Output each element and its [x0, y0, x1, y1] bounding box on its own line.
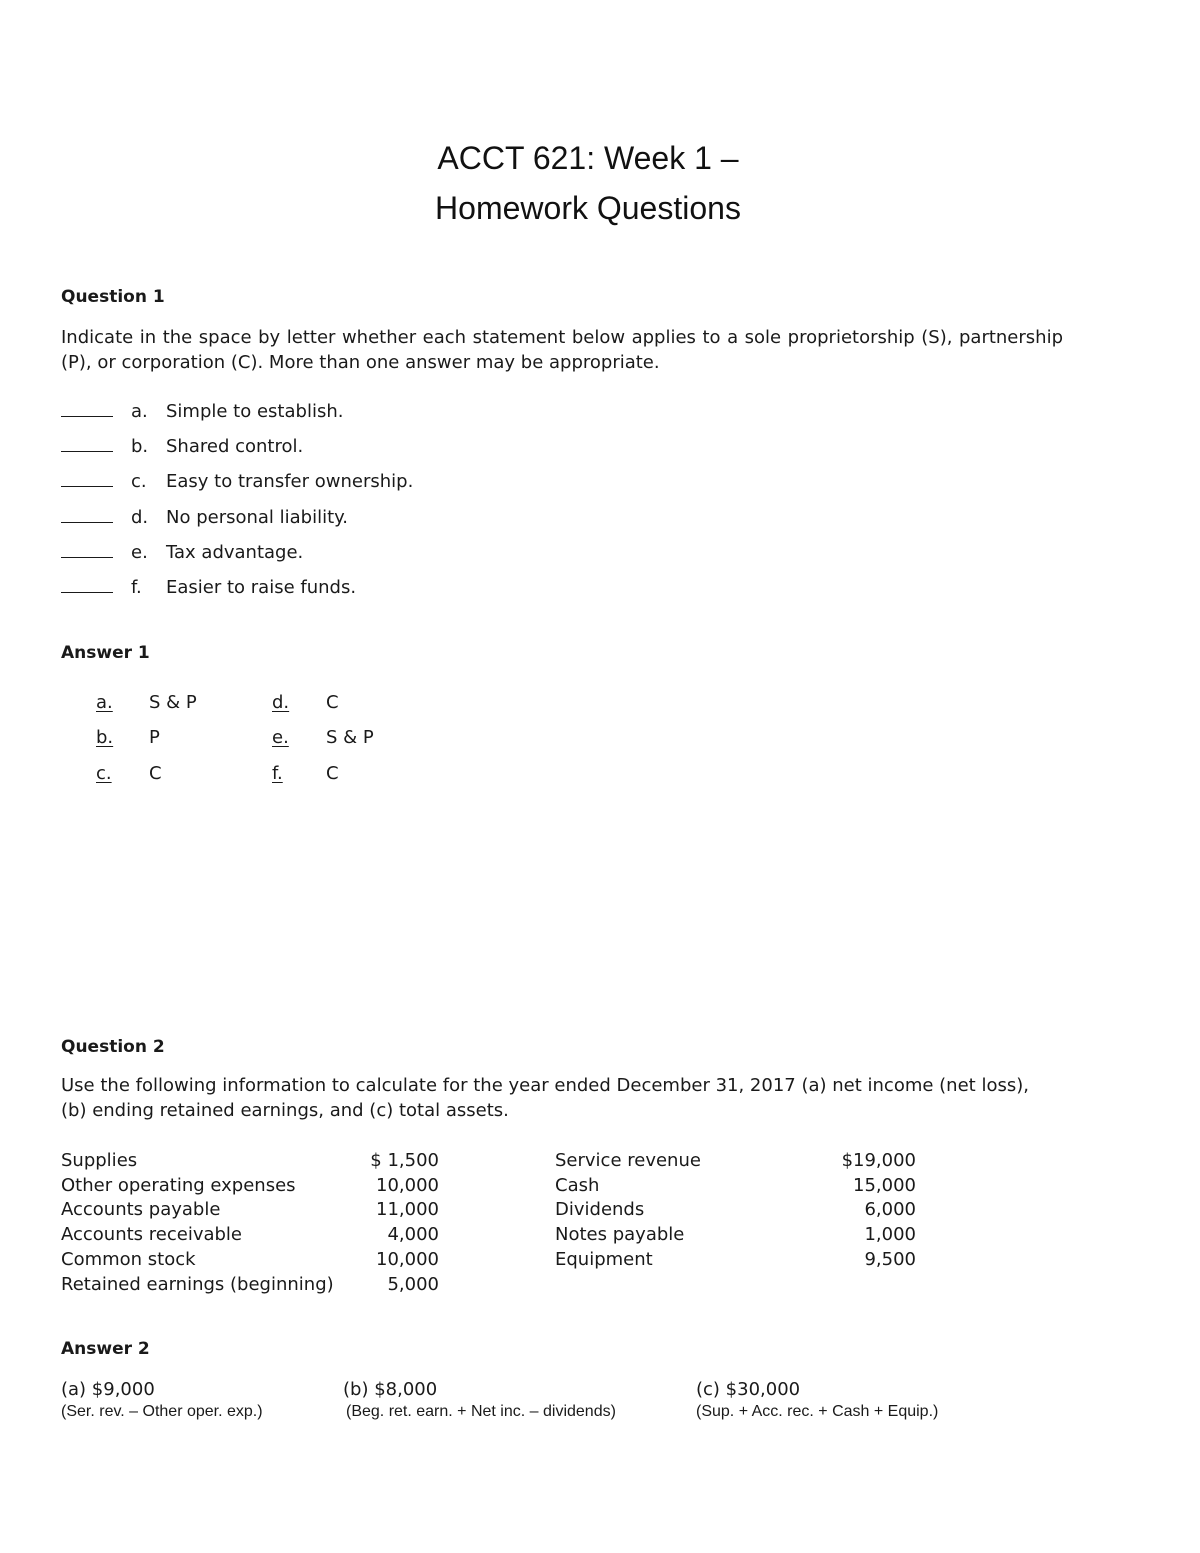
list-item: [61, 469, 414, 494]
answer-value: S & P: [149, 692, 197, 713]
list-item: [61, 505, 348, 530]
table-row-value: 1,000: [864, 1224, 916, 1245]
item-letter: a.: [131, 401, 148, 422]
answer-value: P: [149, 727, 160, 748]
answer2-note-b: (Beg. ret. earn. + Net inc. – dividends): [346, 1403, 616, 1420]
table-row-label: Dividends: [555, 1199, 645, 1220]
answer-letter: c.: [96, 763, 112, 784]
answer-letter: f.: [272, 763, 283, 784]
item-letter: b.: [131, 436, 149, 457]
table-row-label: Accounts receivable: [61, 1224, 243, 1245]
answer-letter: e.: [272, 727, 289, 748]
table-row-label: Retained earnings (beginning): [61, 1274, 334, 1295]
answer-letter: d.: [272, 692, 290, 713]
question2-prompt: Use the following information to calculate for the year ended December 31, 2017 (a) net income (net loss), (b) ending retained earnings, and (c) total assets.: [61, 1075, 1029, 1121]
answer2-value-c: (c) $30,000: [696, 1379, 801, 1400]
table-row-value: 15,000: [853, 1175, 916, 1196]
table-row-label: Equipment: [555, 1249, 653, 1270]
answer2-heading: Answer 2: [61, 1339, 150, 1359]
answer1-row: [272, 690, 382, 715]
answer-value: S & P: [326, 727, 374, 748]
answer1-row: [96, 690, 204, 715]
list-item: [61, 434, 304, 459]
list-item: [61, 575, 357, 600]
table-row-value: 11,000: [376, 1199, 439, 1220]
answer2-value-b: (b) $8,000: [343, 1379, 438, 1400]
table-row-value: 9,500: [864, 1249, 916, 1270]
item-text: Tax advantage.: [166, 542, 304, 563]
answer-value: C: [149, 763, 162, 784]
table-row-label: Supplies: [61, 1150, 138, 1171]
table-row-label: Other operating expenses: [61, 1175, 296, 1196]
answer-blank[interactable]: [61, 505, 113, 523]
question1-heading: Question 1: [61, 287, 165, 307]
list-item: [61, 399, 344, 424]
table-row-value: $ 1,500: [370, 1150, 439, 1171]
item-letter: e.: [131, 542, 148, 563]
item-text: Simple to establish.: [166, 401, 344, 422]
answer-letter: a.: [96, 692, 113, 713]
answer1-heading: Answer 1: [61, 643, 150, 663]
table-row-label: Service revenue: [555, 1150, 701, 1171]
answer-value: C: [326, 692, 339, 713]
item-text: Shared control.: [166, 436, 304, 457]
answer2-value-a: (a) $9,000: [61, 1379, 155, 1400]
item-letter: c.: [131, 471, 147, 492]
answer-blank[interactable]: [61, 540, 113, 558]
question2-heading: Question 2: [61, 1037, 165, 1057]
answer-blank[interactable]: [61, 575, 113, 593]
table-row-label: Accounts payable: [61, 1199, 221, 1220]
answer2-note-a: (Ser. rev. – Other oper. exp.): [61, 1403, 263, 1420]
item-letter: f.: [131, 577, 142, 598]
table-row-label: Common stock: [61, 1249, 196, 1270]
item-text: Easy to transfer ownership.: [166, 471, 414, 492]
item-text: No personal liability.: [166, 507, 348, 528]
table-row-value: $19,000: [841, 1150, 916, 1171]
answer1-row: [272, 725, 382, 750]
table-row-value: 10,000: [376, 1249, 439, 1270]
answer2-note-c: (Sup. + Acc. rec. + Cash + Equip.): [696, 1403, 939, 1420]
table-row-value: 10,000: [376, 1175, 439, 1196]
question1-prompt: Indicate in the space by letter whether each statement below applies to a sole proprietorship (S), partnership (P), or corporation (C). More than one answer may be appropriate.: [61, 327, 1063, 373]
item-letter: d.: [131, 507, 149, 528]
answer-blank[interactable]: [61, 469, 113, 487]
page-title-line2: Homework Questions: [435, 190, 741, 226]
item-text: Easier to raise funds.: [166, 577, 357, 598]
table-row-label: Notes payable: [555, 1224, 685, 1245]
answer-letter: b.: [96, 727, 114, 748]
table-row-value: 5,000: [387, 1274, 439, 1295]
answer1-row: [96, 725, 204, 750]
answer-blank[interactable]: [61, 399, 113, 417]
page-title-line1: ACCT 621: Week 1 –: [437, 140, 739, 176]
answer-value: C: [326, 763, 339, 784]
table-row-label: Cash: [555, 1175, 600, 1196]
list-item: [61, 540, 304, 565]
answer1-row: [272, 761, 382, 786]
table-row-value: 6,000: [864, 1199, 916, 1220]
table-row-value: 4,000: [387, 1224, 439, 1245]
answer-blank[interactable]: [61, 434, 113, 452]
answer1-row: [96, 761, 204, 786]
